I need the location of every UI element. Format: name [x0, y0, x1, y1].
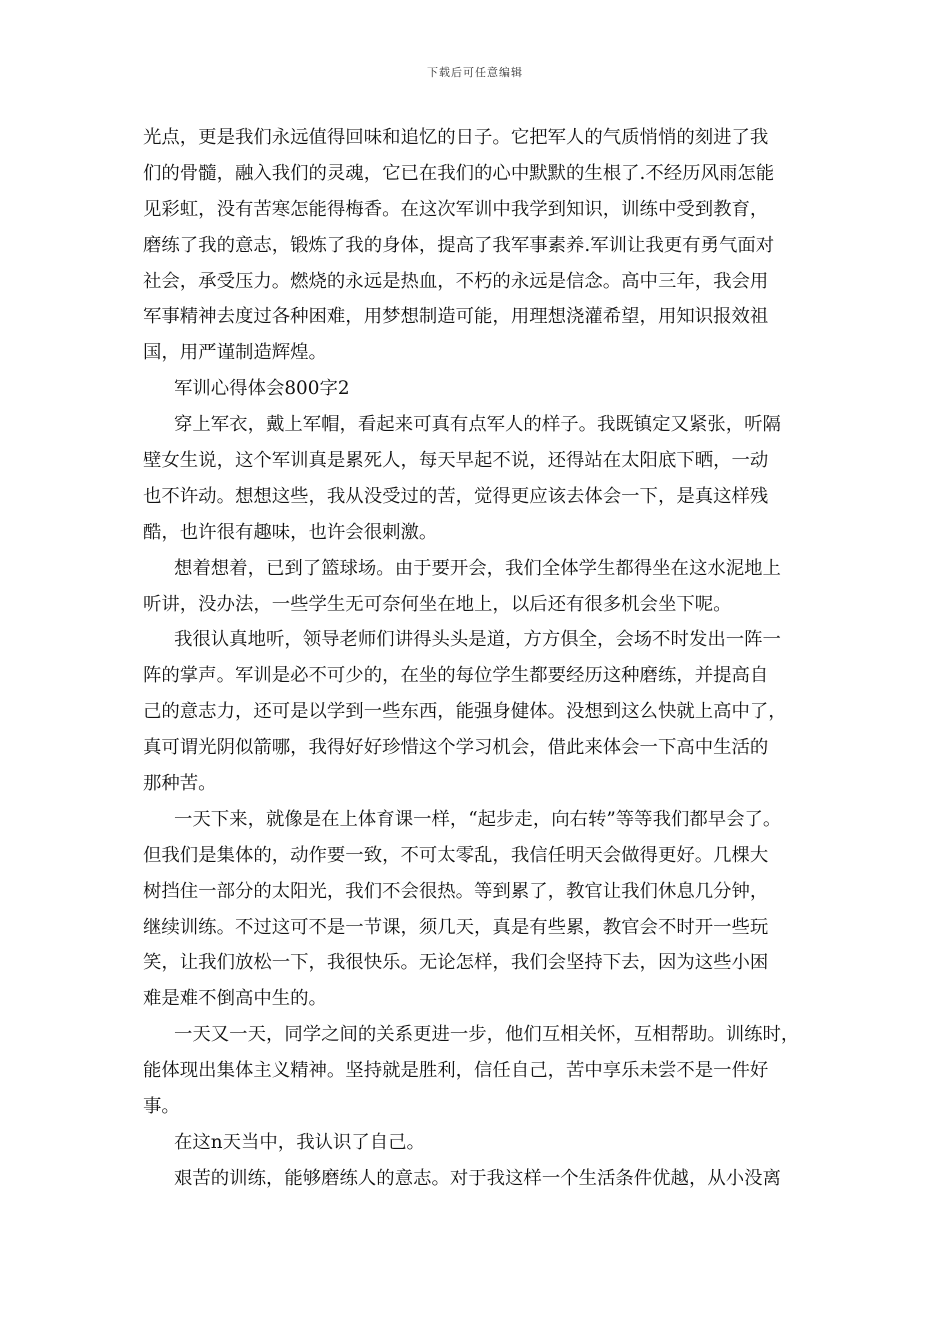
text-line: 一天下来，就像是在上体育课一样，“起步走，向右转”等等我们都早会了。	[174, 808, 782, 830]
text-line: 真可谓光阴似箭哪，我得好好珍惜这个学习机会，借此来体会一下高中生活的	[143, 737, 769, 759]
text-line: 也不许动。想想这些，我从没受过的苦，觉得更应该去体会一下，是真这样残	[143, 485, 769, 507]
text-line: 那种苦。	[143, 773, 217, 795]
text-line: 我很认真地听，领导老师们讲得头头是道，方方俱全，会场不时发出一阵一	[174, 629, 781, 651]
text-line: 事。	[143, 1096, 180, 1118]
text-line: 国，用严谨制造辉煌。	[143, 342, 327, 364]
text-line: 能体现出集体主义精神。坚持就是胜利，信任自己，苦中享乐未尝不是一件好	[143, 1060, 769, 1082]
text-line: 穿上军衣，戴上军帽，看起来可真有点军人的样子。我既镇定又紧张，听隔	[174, 414, 781, 436]
text-line: 社会，承受压力。燃烧的永远是热血，不朽的永远是信念。高中三年，我会用	[143, 270, 769, 292]
text-line: 想着想着，已到了篮球场。由于要开会，我们全体学生都得坐在这水泥地上	[174, 557, 781, 579]
text-line: 难是难不倒高中生的。	[143, 988, 327, 1010]
text-line: 树挡住一部分的太阳光，我们不会很热。等到累了，教官让我们休息几分钟，	[143, 880, 769, 902]
text-line: 军事精神去度过各种困难，用梦想制造可能，用理想浇灌希望，用知识报效祖	[143, 306, 769, 328]
text-line: 在这n天当中，我认识了自己。	[174, 1131, 425, 1153]
text-line: 军训心得体会800字2	[174, 378, 350, 400]
page-header: 下载后可任意编辑	[427, 66, 523, 79]
text-line: 酷，也许很有趣味，也许会很刺激。	[143, 521, 438, 543]
text-line: 阵的掌声。军训是必不可少的，在坐的每位学生都要经历这种磨练，并提高自	[143, 665, 769, 687]
text-line: 笑，让我们放松一下，我很快乐。无论怎样，我们会坚持下去，因为这些小困	[143, 952, 769, 974]
text-line: 见彩虹，没有苦寒怎能得梅香。在这次军训中我学到知识，训练中受到教育，	[143, 198, 769, 220]
text-line: 光点，更是我们永远值得回味和追忆的日子。它把军人的气质悄悄的刻进了我	[143, 127, 769, 148]
text-line: 壁女生说，这个军训真是累死人，每天早起不说，还得站在太阳底下晒，一动	[143, 450, 769, 472]
text-line: 们的骨髓，融入我们的灵魂，它已在我们的心中默默的生根了.不经历风雨怎能	[143, 162, 775, 184]
text-line: 己的意志力，还可是以学到一些东西，能强身健体。没想到这么快就上高中了，	[143, 701, 787, 723]
document-body	[143, 120, 811, 1197]
text-line: 磨练了我的意志，锻炼了我的身体，提高了我军事素养.军训让我更有勇气面对	[143, 234, 775, 256]
text-line: 听讲，没办法，一些学生无可奈何坐在地上，以后还有很多机会坐下呢。	[143, 593, 732, 615]
text-line: 继续训练。不过这可不是一节课，须几天，真是有些累，教官会不时开一些玩	[143, 916, 769, 938]
text-line: 一天又一天，同学之间的关系更进一步，他们互相关怀，互相帮助。训练时，	[174, 1024, 800, 1046]
text-line: 但我们是集体的，动作要一致，不可太零乱，我信任明天会做得更好。几棵大	[143, 844, 769, 866]
text-line: 艰苦的训练，能够磨练人的意志。对于我这样一个生活条件优越，从小没离	[174, 1167, 781, 1189]
